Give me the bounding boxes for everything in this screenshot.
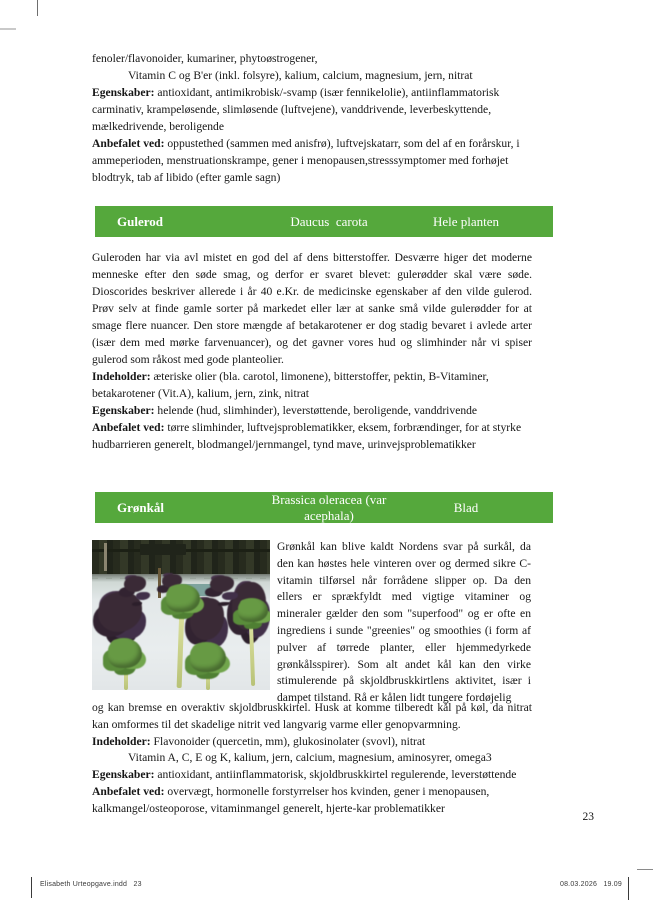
crop-mark-bottom-right [637,869,653,870]
gulerod-header-bar [95,206,553,237]
photo-kale-stem [206,670,210,690]
anbefalet-text: overvægt, hormonelle forstyrrelser hos kvinden, gener i menopausen, kalkmangel/osteoporose, vitaminmangel generelt, hjerte-kar problematikker [92,784,490,815]
footer-rule-left [31,877,32,898]
photo-green-kale-crown [190,642,226,672]
photo-kale-stem [249,620,255,686]
egenskaber-label: Egenskaber: [92,404,155,417]
footer-rule-right [628,877,629,900]
gronkal-description-below-photo: og kan bremse en overaktiv skjoldbruskkirtel. Husk at komme tilberedt kål på køl, da nitrat kan omformes til det skadelige nitrit ved langvarig varme eller genopvarmning. [92,701,532,731]
gronkal-lower-section [92,700,532,818]
egenskaber-text: antioxidant, antimikrobisk/-svamp (især fennikelolie), antiinflammatorisk carminativ, krampeløsende, slimløsende (luftvejene), vanddrivende, leverbeskyttende, mælkedrivende, beroligende [92,86,500,133]
photo-purple-kale [124,576,146,592]
gulerod-egenskaber-block [92,402,532,419]
footer-timestamp: 08.03.2026 19.09 [560,881,622,888]
intro-continuation-section [92,50,532,186]
crop-mark-left [0,28,16,30]
photo-fence-post [158,568,161,598]
intro-vitamin-line: Vitamin C og B'er (inkl. folsyre), kalium, calcium, magnesium, jern, nitrat [128,69,473,82]
gulerod-latin-name: Daucus carota [290,213,368,229]
photo-green-kale-crown [108,638,142,668]
intro-line: fenoler/flavonoider, kumariner, phytoøstrogener, [92,52,318,65]
anbefalet-label: Anbefalet ved: [92,784,165,798]
gulerod-section [92,249,532,453]
gulerod-anbefalet-block [92,419,532,453]
photo-bench-silhouette [140,544,186,555]
photo-green-kale-crown [238,598,268,622]
egenskaber-label: Egenskaber: [92,768,155,782]
anbefalet-label: Anbefalet ved: [92,137,165,150]
gronkal-egenskaber-block [92,767,532,784]
crop-mark-top [37,0,38,16]
anbefalet-text: oppustethed (sammen med anisfrø), luftvejskatarr, som del af en forårskur, i ammeperioden, menstruationskrampe, gener i menopausen,stresssymptomer med forhøjet blodtryk, tab af libido (efter gamle sagn) [92,137,520,184]
gronkal-title: Grønkål [117,499,164,515]
anbefalet-text: tørre slimhinder, luftvejsproblematikker, eksem, forbrændinger, for at styrke hudbarrieren generelt, blodmangel/jernmangel, tynd mave, urinvejsproblematikker [92,421,522,451]
egenskaber-label: Egenskaber: [92,86,155,99]
gronkal-anbefalet-block [92,784,532,818]
gulerod-title: Gulerod [117,213,163,229]
gronkal-plant-part: Blad [453,499,479,515]
photo-purple-kale [98,592,142,632]
anbefalet-block [92,135,532,186]
anbefalet-label: Anbefalet ved: [92,421,165,434]
egenskaber-text: helende (hud, slimhinder), leverstøttende, beroligende, vanddrivende [157,404,478,417]
gronkal-latin-name: Brassica oleracea (var acephala) [271,491,387,523]
gronkal-indeholder-block [92,734,532,751]
gulerod-description: Guleroden har via avl mistet en god del af dens bitterstoffer. Desværre higer det moderne menneske efter den søde smag, og derfor er svaret blevet: gulerødder skal være søde. Dioscorides beskriver allerede i år 40 e.Kr. de medicinske egenskaber af den vilde gulerod. Prøv selv at finde gamle sorter på markedet eller lær at sanke små vilde gulerødder for at smage flere nuancer. Den store mængde af betakarotener er dog stadig bevaret i avlede arter (især dem med mørke farvenuancer), og det gavner vores hud og slimhinder når vi spiser gulerod som råkost med gode planteolier. [92,251,532,366]
indeholder-text: æteriske olier (bla. carotol, limonene), bitterstoffer, pektin, B-Vitaminer, betakarotener (Vit.A), kalium, jern, zink, nitrat [92,370,489,400]
gulerod-indeholder-block [92,368,532,402]
photo-purple-kale [210,576,234,592]
gronkal-header-bar [95,492,553,523]
photo-green-kale-crown [166,584,200,612]
indeholder-label: Indeholder: [92,734,151,748]
indeholder-text: Flavonoider (quercetin, mm), glukosinolater (svovl), nitrat [153,734,426,748]
gronkal-vitamin-line: Vitamin A, C, E og K, kalium, jern, calcium, magnesium, aminosyrer, omega3 [128,751,492,765]
egenskaber-block [92,84,532,135]
kale-field-photo [92,540,270,690]
page-number: 23 [582,811,594,823]
photo-gate-post [104,543,107,571]
footer-filename: Elisabeth Urteopgave.indd 23 [40,881,142,888]
gulerod-plant-part: Hele planten [432,213,500,229]
egenskaber-text: antioxidant, antiinflammatorisk, skjoldbruskkirtel regulerende, leverstøttende [157,768,517,782]
photo-kale-stem [177,608,185,688]
gronkal-description-beside-photo: Grønkål kan blive kaldt Nordens svar på surkål, da den kan høstes hele vinteren over og dermed sikre C-vitamin tilførsel når forrådene slipper op. Da den ellers er sprækfyldt med vigtige vitaminer og mineraler gælder den som "superfood" og er ofte en ingrediens i sunde "greenies" og smoothies (i form af pulver af tørrede planter, eller hjemmedyrkede grønkålsspirer). Som alt andet kål kan den virke stimulerende på skjoldbruskkirtlens aktivitet, især i dampet tilstand. Rå er kålen lidt tungere fordøjelig [277,540,531,705]
indeholder-label: Indeholder: [92,370,151,383]
